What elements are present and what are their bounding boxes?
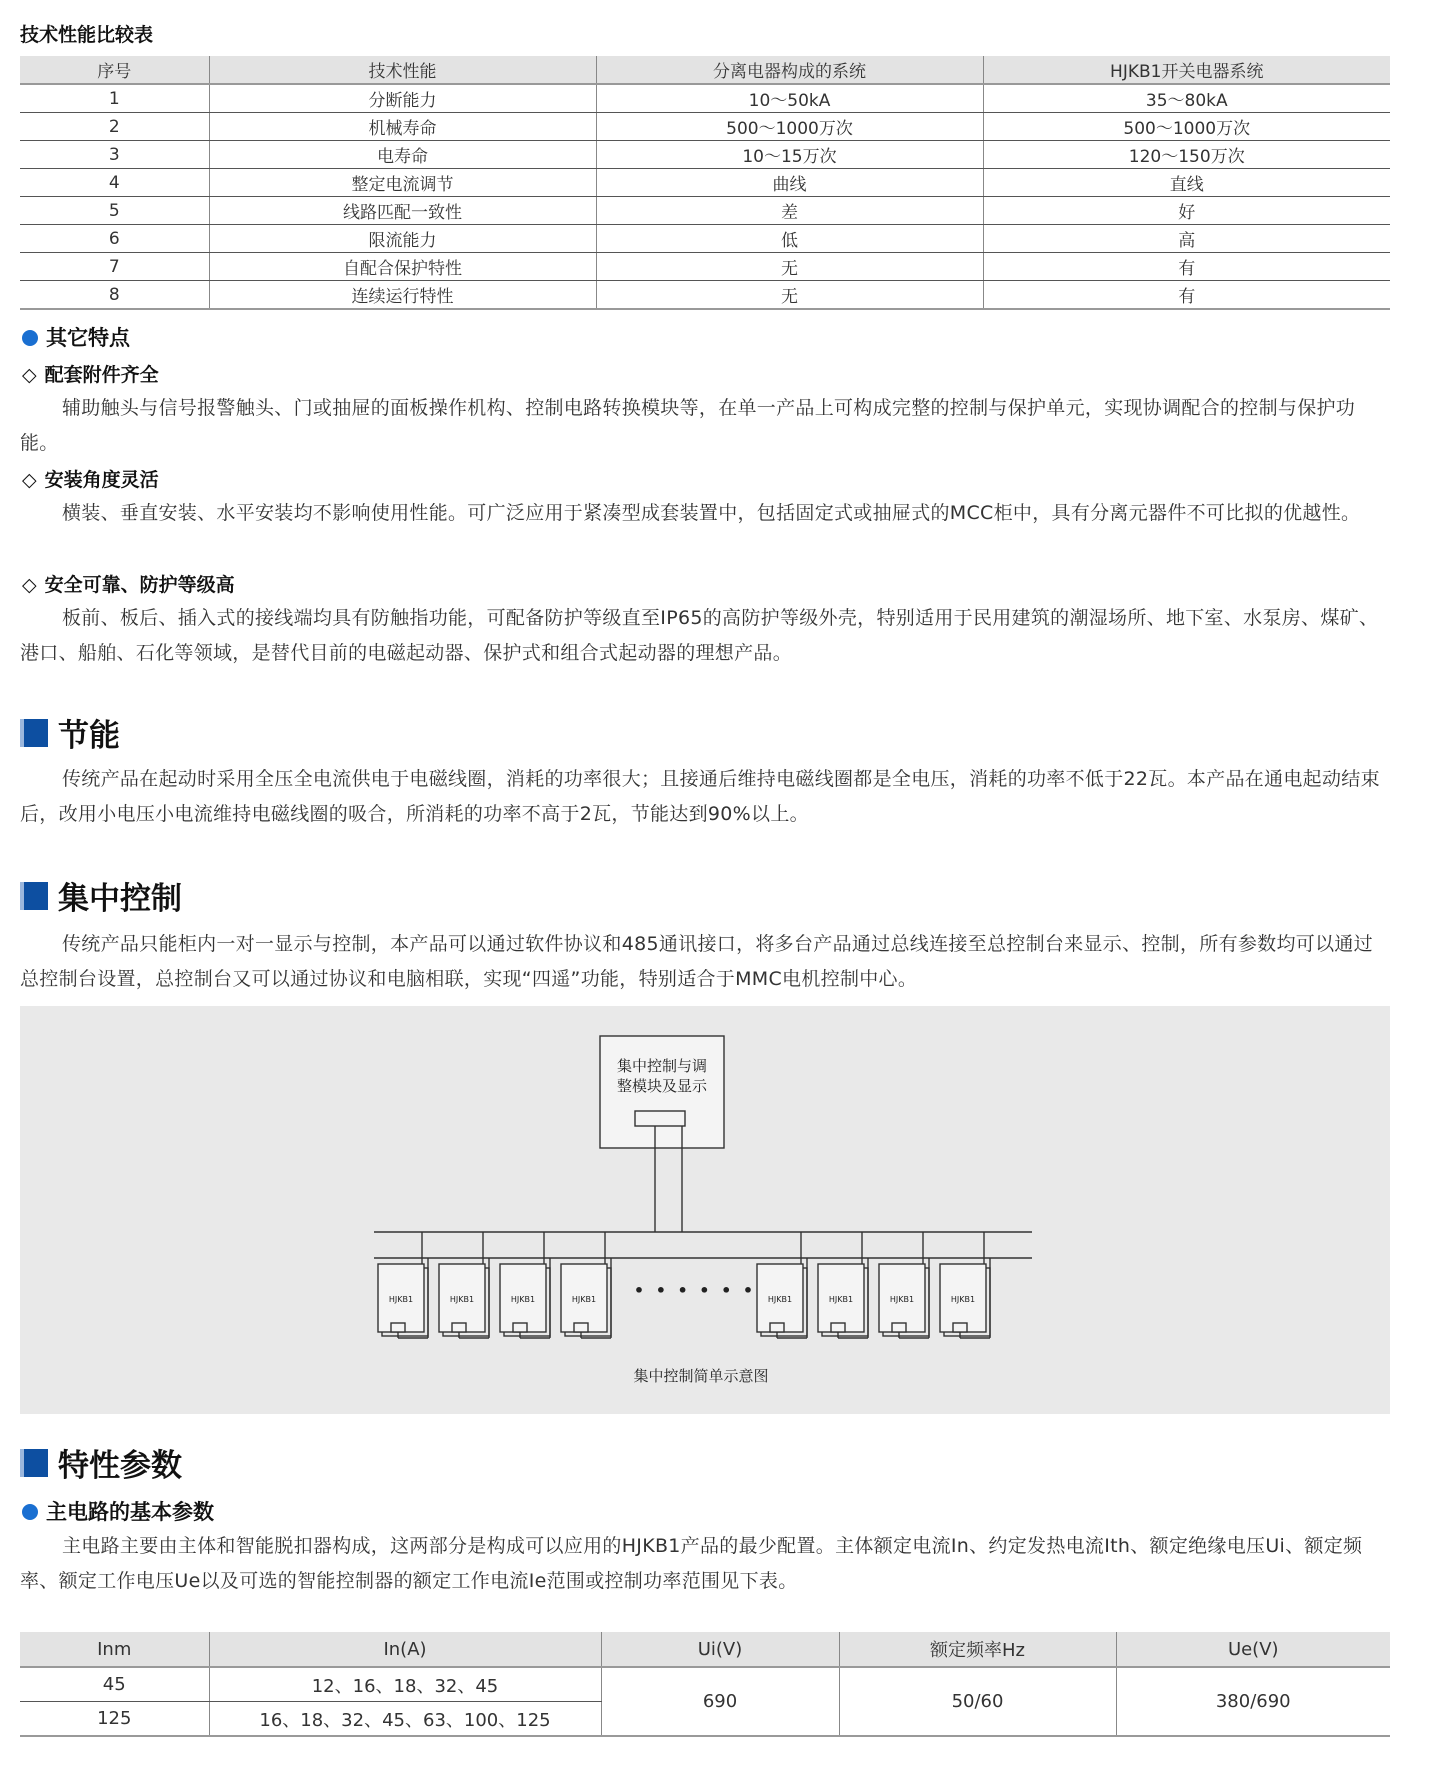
hjkb1-unit-label: HJKB1 (571, 1295, 597, 1304)
blue-dot-icon (22, 1504, 38, 1520)
header-cell: 技术性能 (209, 56, 596, 84)
central-paragraph: 传统产品只能柜内一对一显示与控制，本产品可以通过软件协议和485通讯接口，将多台产品通过总线连接至总控制台来显示、控制，所有参数均可以通过总控制台设置，总控制台又可以通过协议和电脑相联，实现“四遥”功能，特别适合于MMC电机控制中心。 (20, 933, 1373, 990)
table-row (20, 225, 1390, 253)
table-cell: 有 (983, 281, 1390, 310)
feature-heading: ◇ 配套附件齐全 (22, 364, 159, 386)
unit-connector (953, 1323, 967, 1332)
table-cell: 12、16、18、32、45 (209, 1667, 601, 1702)
frequency-cell: 50/60 (839, 1667, 1116, 1736)
unit-connector (574, 1323, 588, 1332)
table-cell: 无 (596, 281, 983, 310)
table-cell: 电寿命 (209, 141, 596, 169)
table-cell: 500～1000万次 (983, 113, 1390, 141)
table-cell: 16、18、32、45、63、100、125 (209, 1702, 601, 1737)
table-cell: 35～80kA (983, 84, 1390, 113)
module-label-line2: 整模块及显示 (616, 1077, 708, 1095)
table-cell: 6 (20, 225, 209, 253)
table-cell: 整定电流调节 (209, 169, 596, 197)
params-paragraph: 主电路主要由主体和智能脱扣器构成，这两部分是构成可以应用的HJKB1产品的最少配置。主体额定电流In、约定发热电流Ith、额定绝缘电压Ui、额定频率、额定工作电压Ue以及可选的智能控制器的额定工作电流Ie范围或控制功率范围见下表。 (20, 1535, 1363, 1592)
table-cell: 125 (20, 1702, 209, 1737)
energy-paragraph: 传统产品在起动时采用全压全电流供电于电磁线圈，消耗的功率很大；且接通后维持电磁线圈都是全电压，消耗的功率不低于22瓦。本产品在通电起动结束后，改用小电压小电流维持电磁线圈的吸合，所消耗的功率不高于2瓦，节能达到90%以上。 (20, 768, 1380, 825)
table-cell: 2 (20, 113, 209, 141)
table-header-row (20, 56, 1390, 84)
module-label-line1: 集中控制与调 (616, 1057, 708, 1075)
table-cell: 1 (20, 84, 209, 113)
hjkb1-unit-label: HJKB1 (388, 1295, 414, 1304)
table-row (20, 281, 1390, 310)
feature-heading: ◇ 安装角度灵活 (22, 469, 159, 491)
table-cell: 4 (20, 169, 209, 197)
table-cell: 限流能力 (209, 225, 596, 253)
table-cell: 10～15万次 (596, 141, 983, 169)
unit-connector (831, 1323, 845, 1332)
table-cell: 无 (596, 253, 983, 281)
params-section-heading: 特性参数 (20, 1440, 182, 1485)
hjkb1-unit-label: HJKB1 (767, 1295, 793, 1304)
main-circuit-params-table (20, 1632, 1390, 1737)
hjkb1-unit-label: HJKB1 (950, 1295, 976, 1304)
table-caption: 技术性能比较表 (20, 24, 154, 46)
table-row (20, 113, 1390, 141)
table-cell: 低 (596, 225, 983, 253)
table-cell: 直线 (983, 169, 1390, 197)
module-connector (635, 1111, 685, 1126)
diamond-icon: ◇ (22, 574, 37, 596)
table-cell: 7 (20, 253, 209, 281)
blue-square-icon (20, 882, 48, 910)
feature-paragraph: 板前、板后、插入式的接线端均具有防触指功能，可配备防护等级直至IP65的高防护等级外壳，特别适用于民用建筑的潮湿场所、地下室、水泵房、煤矿、港口、船舶、石化等领域，是替代目前的电磁起动器、保护式和组合式起动器的理想产品。 (20, 607, 1379, 664)
table-cell: 有 (983, 253, 1390, 281)
table-cell: 好 (983, 197, 1390, 225)
table-row (20, 141, 1390, 169)
table-cell: 500～1000万次 (596, 113, 983, 141)
ellipsis-dots: • • • • • • (633, 1281, 757, 1300)
header-cell: 额定频率Hz (839, 1632, 1116, 1667)
hjkb1-unit-label: HJKB1 (889, 1295, 915, 1304)
header-cell: Inm (20, 1632, 209, 1667)
table-cell: 5 (20, 197, 209, 225)
diamond-icon: ◇ (22, 469, 37, 491)
table-cell: 差 (596, 197, 983, 225)
header-cell: In(A) (209, 1632, 601, 1667)
blue-dot-icon (22, 330, 38, 346)
table-cell: 3 (20, 141, 209, 169)
diamond-icon: ◇ (22, 364, 37, 386)
table-cell: 10～50kA (596, 84, 983, 113)
table-cell: 高 (983, 225, 1390, 253)
unit-connector (513, 1323, 527, 1332)
table-header-row (20, 1632, 1390, 1667)
header-cell: 序号 (20, 56, 209, 84)
table-cell: 机械寿命 (209, 113, 596, 141)
unit-connector (770, 1323, 784, 1332)
table-cell: 连续运行特性 (209, 281, 596, 310)
unit-connector (391, 1323, 405, 1332)
central-control-diagram (20, 1006, 1390, 1414)
table-row (20, 253, 1390, 281)
hjkb1-unit-label: HJKB1 (449, 1295, 475, 1304)
main-circuit-subheading: 主电路的基本参数 (22, 1496, 214, 1526)
hjkb1-unit-label: HJKB1 (510, 1295, 536, 1304)
header-cell: Ue(V) (1116, 1632, 1390, 1667)
blue-square-icon (20, 719, 48, 747)
table-row (20, 84, 1390, 113)
table-row (20, 169, 1390, 197)
header-cell: HJKB1开关电器系统 (983, 56, 1390, 84)
feature-paragraph: 辅助触头与信号报警触头、门或抽屉的面板操作机构、控制电路转换模块等，在单一产品上可构成完整的控制与保护单元，实现协调配合的控制与保护功能。 (20, 397, 1356, 454)
unit-connector (452, 1323, 466, 1332)
header-cell: 分离电器构成的系统 (596, 56, 983, 84)
table-cell: 45 (20, 1667, 209, 1702)
table-cell: 自配合保护特性 (209, 253, 596, 281)
other-features-heading: 其它特点 (22, 322, 130, 352)
feature-heading: ◇ 安全可靠、防护等级高 (22, 574, 235, 596)
table-cell: 8 (20, 281, 209, 310)
header-cell: Ui(V) (601, 1632, 839, 1667)
table-row (20, 1667, 1390, 1702)
table-cell: 分断能力 (209, 84, 596, 113)
table-row (20, 197, 1390, 225)
unit-connector (892, 1323, 906, 1332)
energy-section-heading: 节能 (20, 710, 120, 755)
ue-cell: 380/690 (1116, 1667, 1390, 1736)
blue-square-icon (20, 1449, 48, 1477)
diagram-caption: 集中控制简单示意图 (633, 1367, 769, 1385)
table-cell: 线路匹配一致性 (209, 197, 596, 225)
performance-comparison-table (20, 56, 1390, 310)
table-cell: 120～150万次 (983, 141, 1390, 169)
hjkb1-unit-label: HJKB1 (828, 1295, 854, 1304)
feature-paragraph: 横装、垂直安装、水平安装均不影响使用性能。可广泛应用于紧凑型成套装置中，包括固定式或抽屉式的MCC柜中，具有分离元器件不可比拟的优越性。 (62, 502, 1361, 524)
table-cell: 曲线 (596, 169, 983, 197)
ui-cell: 690 (601, 1667, 839, 1736)
central-section-heading: 集中控制 (20, 873, 182, 918)
